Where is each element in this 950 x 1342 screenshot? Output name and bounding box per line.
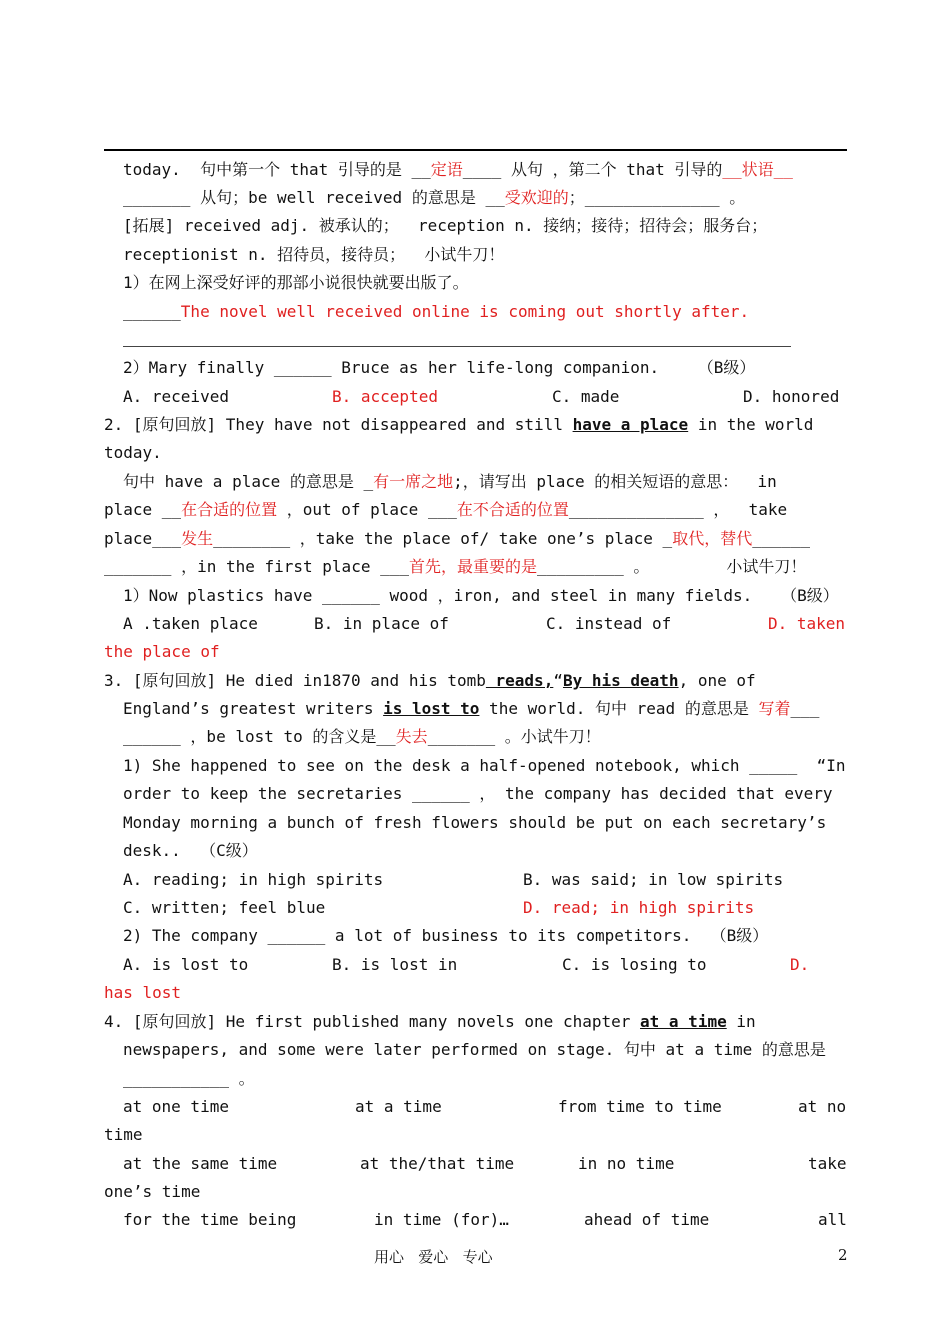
phrase-item: at the/that time <box>360 1154 515 1173</box>
answer-line: ______The novel well received online is coming out shortly after. <box>123 302 750 321</box>
option-a: A. received <box>123 387 229 406</box>
text-line: [拓展] received adj. 被承认的； reception n. 接纳；接待；招待会；服务台； <box>123 216 768 235</box>
option-b: B. is lost in <box>332 955 458 974</box>
option-a: A. reading; in high spirits <box>123 870 384 889</box>
text-line: today. 句中第一个 that 引导的是 __定语____ 从句 ，第二个 that 引导的__状语__ <box>123 160 793 179</box>
question-line: 1）Now plastics have ______ wood ，iron, and steel in many fields. （B级） <box>123 586 839 605</box>
phrase-item: in no time <box>578 1154 675 1173</box>
text-line: 1）在网上深受好评的那部小说很快就要出版了。 <box>123 273 469 292</box>
option-d: D. <box>790 955 810 974</box>
question-line: 1) She happened to see on the desk a half-opened notebook, which _____ “In <box>123 756 846 775</box>
phrase-item: at a time <box>355 1097 442 1116</box>
option-c: C. written; feel blue <box>123 898 326 917</box>
text-line: _______ 从句；be well received 的意思是 __受欢迎的；______________ 。 <box>123 188 746 207</box>
text-line: newspapers, and some were later performed on stage. 句中 at a time 的意思是 <box>123 1040 826 1059</box>
phrase-item: from time to time <box>558 1097 722 1116</box>
phrase-item: at the same time <box>123 1154 278 1173</box>
question-line: desk.. （C级） <box>123 841 258 860</box>
phrase-item: all <box>818 1210 847 1229</box>
option-c: C. instead of <box>546 614 672 633</box>
text-line: today. <box>104 443 162 462</box>
text-line: England’s greatest writers is lost to the world. 句中 read 的意思是 写着___ <box>123 699 820 718</box>
option-c: C. is losing to <box>562 955 707 974</box>
question-line: 2) The company ______ a lot of business to its competitors. （B级） <box>123 926 769 945</box>
page-number: 2 <box>838 1246 848 1264</box>
text-line: ___________ 。 <box>123 1069 255 1088</box>
option-b: B. accepted <box>332 387 438 406</box>
phrase-item-continued: one’s time <box>104 1182 201 1201</box>
text-line: ______ ，be lost to 的含义是__失去_______ 。小试牛刀！ <box>123 727 601 746</box>
text-line: 句中 have a place 的意思是 _有一席之地;，请写出 place 的相关短语的意思： in <box>123 472 777 491</box>
option-d-continued: the place of <box>104 642 220 661</box>
phrase-item: for the time being <box>123 1210 297 1229</box>
phrase-item: ahead of time <box>584 1210 710 1229</box>
phrase-item: at no <box>798 1097 847 1116</box>
option-d: D. honored <box>743 387 840 406</box>
section-heading: 3. [原句回放] He died in1870 and his tomb reads,“By his death, one of <box>104 671 756 690</box>
option-d: D. read; in high spirits <box>523 898 755 917</box>
text-line: place __在合适的位置 ，out of place ___在不合适的位置______________ ， take <box>104 500 788 519</box>
phrase-item: at one time <box>123 1097 229 1116</box>
option-d: D. taken <box>768 614 846 633</box>
header-rule <box>104 149 847 151</box>
text-line: receptionist n. 招待员，接待员； 小试牛刀！ <box>123 245 505 264</box>
option-b: B. was said; in low spirits <box>523 870 784 889</box>
option-c: C. made <box>552 387 620 406</box>
phrase-item-continued: time <box>104 1125 143 1144</box>
question-line: 2）Mary finally ______ Bruce as her life-long companion. （B级） <box>123 358 756 377</box>
footer-motto: 用心 爱心 专心 <box>374 1248 493 1266</box>
phrase-item: take <box>808 1154 847 1173</box>
phrase-item: in time (for)… <box>374 1210 509 1229</box>
section-heading: 4. [原句回放] He first published many novels one chapter at a time in <box>104 1012 756 1031</box>
question-line: Monday morning a bunch of fresh flowers should be put on each secretary’s <box>123 813 827 832</box>
option-d-continued: has lost <box>104 983 182 1002</box>
option-b: B. in place of <box>314 614 449 633</box>
blank-underline <box>123 346 791 347</box>
option-a: A .taken place <box>123 614 258 633</box>
section-heading: 2. [原句回放] They have not disappeared and still have a place in the world <box>104 415 814 434</box>
text-line: _______ ，in the first place ___首先，最重要的是_________ 。 小试牛刀！ <box>104 557 807 576</box>
text-line: place___发生________ ，take the place of/ take one’s place _取代，替代______ <box>104 529 811 548</box>
option-a: A. is lost to <box>123 955 249 974</box>
question-line: order to keep the secretaries ______ ， the company has decided that every <box>123 784 833 803</box>
